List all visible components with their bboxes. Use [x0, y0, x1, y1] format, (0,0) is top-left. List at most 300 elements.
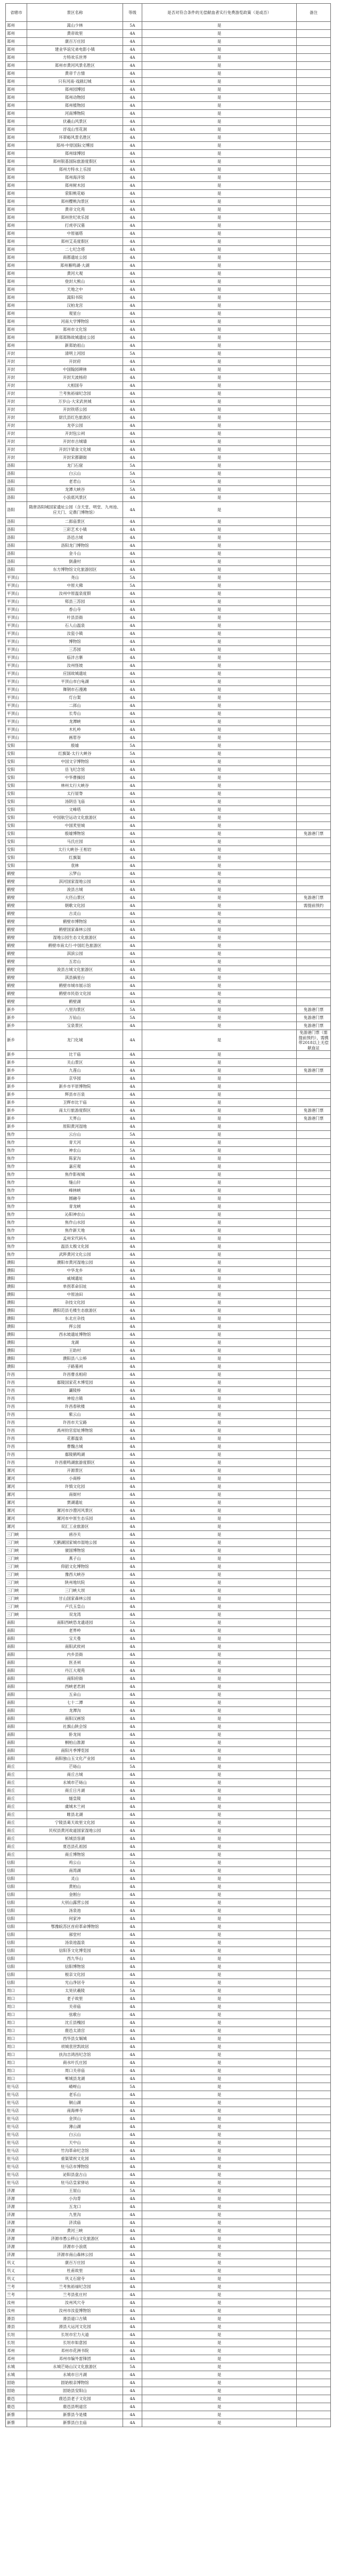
cell-city: 南阳: [6, 1699, 27, 1707]
cell-city: 郑州: [6, 246, 27, 254]
table-row: [6, 1859, 331, 1867]
cell-level: 4A: [123, 1451, 142, 1459]
cell-note: [297, 1211, 331, 1219]
cell-city: 驻马店: [6, 2091, 27, 2099]
cell-city: 济源: [6, 2195, 27, 2203]
cell-note: [297, 518, 331, 526]
cell-level: 4A: [123, 1819, 142, 1827]
table-row: [6, 1683, 331, 1691]
table-row: [6, 1219, 331, 1227]
cell-free-policy: 是: [142, 1931, 297, 1939]
cell-scenic-name: 河南大学博物馆: [27, 318, 123, 326]
cell-city: 南阳: [6, 1739, 27, 1747]
cell-level: 4A: [123, 1771, 142, 1779]
cell-scenic-name: 黄河三峡: [27, 2227, 123, 2235]
cell-city: 濮阳: [6, 1363, 27, 1371]
cell-city: 平顶山: [6, 662, 27, 670]
cell-city: 洛阳: [6, 550, 27, 558]
cell-level: 5A: [123, 1763, 142, 1771]
cell-free-policy: 是: [142, 686, 297, 694]
table-row: [6, 1211, 331, 1219]
table-row: [6, 1363, 331, 1371]
cell-free-policy: 是: [142, 158, 297, 166]
cell-free-policy: 是: [142, 206, 297, 214]
cell-note: [297, 2395, 331, 2403]
cell-city: 漯河: [6, 1507, 27, 1515]
cell-free-policy: 是: [142, 2163, 297, 2171]
cell-city: 信阳: [6, 1883, 27, 1891]
cell-level: 4A: [123, 1931, 142, 1939]
cell-free-policy: 是: [142, 854, 297, 862]
cell-note: [297, 1803, 331, 1811]
cell-city: 许昌: [6, 1443, 27, 1451]
table-row: [6, 1075, 331, 1083]
cell-note: [297, 870, 331, 878]
cell-note: [297, 1683, 331, 1691]
cell-city: 平顶山: [6, 726, 27, 734]
cell-level: 4A: [123, 254, 142, 262]
cell-city: 漯河: [6, 1499, 27, 1507]
table-row: [6, 1819, 331, 1827]
cell-level: 5A: [123, 2187, 142, 2195]
cell-note: [297, 926, 331, 934]
table-row: [6, 2155, 331, 2163]
cell-scenic-name: 双龙湾: [27, 1611, 123, 1619]
cell-level: 4A: [123, 270, 142, 278]
cell-level: 4A: [123, 838, 142, 846]
cell-city: 新乡: [6, 1099, 27, 1107]
cell-scenic-name: 黄帝文化苑: [27, 206, 123, 214]
cell-city: 平顶山: [6, 678, 27, 686]
document-page: [5, 3, 330, 2427]
cell-level: 4A: [123, 2219, 142, 2227]
cell-scenic-name: 商都遗址公园: [27, 254, 123, 262]
cell-scenic-name: 京华园: [27, 1075, 123, 1083]
cell-free-policy: 是: [142, 1363, 297, 1371]
cell-level: 4A: [123, 406, 142, 414]
cell-free-policy: 是: [142, 598, 297, 606]
cell-city: 信阳: [6, 1955, 27, 1963]
cell-scenic-name: 夏邑县孔祖园: [27, 1843, 123, 1851]
cell-scenic-name: 浚县古城: [27, 886, 123, 894]
cell-note: [297, 838, 331, 846]
cell-city: 济源: [6, 2235, 27, 2243]
cell-level: 4A: [123, 606, 142, 614]
cell-city: 濮阳: [6, 1315, 27, 1323]
cell-city: 鹤壁: [6, 902, 27, 910]
cell-scenic-name: 兰考县张庄村: [27, 2291, 123, 2299]
table-row: [6, 790, 331, 798]
cell-city: 焦作: [6, 1243, 27, 1251]
cell-scenic-name: 许昌鹿鸣湖旅游度假区: [27, 1459, 123, 1467]
table-row: [6, 1163, 331, 1171]
cell-note: [297, 2131, 331, 2139]
cell-scenic-name: 郑州园博园: [27, 86, 123, 94]
cell-city: 新乡: [6, 1083, 27, 1091]
cell-scenic-name: 南阳武侯祠: [27, 1643, 123, 1651]
table-row: [6, 766, 331, 774]
cell-level: 4A: [123, 1699, 142, 1707]
cell-level: 4A: [123, 358, 142, 366]
cell-free-policy: 是: [142, 30, 297, 38]
cell-note: [297, 1267, 331, 1275]
cell-level: 4A: [123, 1723, 142, 1731]
cell-level: 4A: [123, 158, 142, 166]
cell-free-policy: 是: [142, 1451, 297, 1459]
cell-city: 许昌: [6, 1387, 27, 1395]
cell-note: [297, 2179, 331, 2187]
cell-city: 新蔡: [6, 2419, 27, 2427]
cell-scenic-name: 黄河大观: [27, 270, 123, 278]
cell-scenic-name: 驻马店市博物馆: [27, 2163, 123, 2171]
cell-level: 4A: [123, 1307, 142, 1315]
cell-city: 南阳: [6, 1675, 27, 1683]
cell-free-policy: 是: [142, 726, 297, 734]
table-row: [6, 1723, 331, 1731]
cell-free-policy: 是: [142, 886, 297, 894]
cell-note: [297, 998, 331, 1006]
table-row: [6, 606, 331, 614]
cell-level: 4A: [123, 558, 142, 566]
cell-free-policy: 是: [142, 70, 297, 78]
cell-level: 5A: [123, 742, 142, 750]
table-row: [6, 502, 331, 518]
cell-note: [297, 1987, 331, 1995]
cell-note: [297, 2235, 331, 2243]
cell-city: 信阳: [6, 1859, 27, 1867]
cell-city: 洛阳: [6, 534, 27, 542]
cell-scenic-name: 河南博物院: [27, 110, 123, 118]
cell-note: [297, 1299, 331, 1307]
table-row: [6, 2187, 331, 2195]
table-row: [6, 1995, 331, 2003]
cell-free-policy: 是: [142, 902, 297, 910]
cell-level: 4A: [123, 1107, 142, 1115]
cell-city: 鹿邑: [6, 2395, 27, 2403]
cell-note: [297, 526, 331, 534]
cell-scenic-name: 峰林峡: [27, 1187, 123, 1195]
cell-free-policy: 是: [142, 1707, 297, 1715]
cell-note: [297, 2355, 331, 2363]
cell-free-policy: 是: [142, 1347, 297, 1355]
cell-city: 洛阳: [6, 486, 27, 494]
cell-note: [297, 414, 331, 422]
cell-city: 濮阳: [6, 1347, 27, 1355]
cell-note: [297, 1323, 331, 1331]
cell-note: [297, 1195, 331, 1203]
table-row: [6, 694, 331, 702]
cell-city: 郑州: [6, 262, 27, 270]
cell-free-policy: 是: [142, 2267, 297, 2275]
cell-city: 安阳: [6, 814, 27, 822]
cell-scenic-name: 龙门石窟: [27, 462, 123, 470]
cell-level: 4A: [123, 2315, 142, 2323]
table-row: [6, 990, 331, 998]
table-row: [6, 1022, 331, 1030]
cell-level: 4A: [123, 1243, 142, 1251]
cell-level: 4A: [123, 238, 142, 246]
cell-scenic-name: 只有河南·戏剧幻城: [27, 78, 123, 86]
table-row: [6, 1195, 331, 1203]
cell-free-policy: 是: [142, 1819, 297, 1827]
table-row: [6, 446, 331, 454]
cell-note: [297, 2139, 331, 2147]
cell-scenic-name: 淇滨公园: [27, 950, 123, 958]
table-row: [6, 582, 331, 590]
cell-level: 4A: [123, 2059, 142, 2067]
cell-note: [297, 1499, 331, 1507]
cell-free-policy: 是: [142, 1611, 297, 1619]
cell-scenic-name: 鹿邑县明道宫: [27, 2403, 123, 2411]
cell-scenic-name: 小沟背: [27, 2195, 123, 2203]
table-row: [6, 398, 331, 406]
cell-free-policy: 是: [142, 1699, 297, 1707]
cell-level: 4A: [123, 366, 142, 374]
cell-city: 平顶山: [6, 630, 27, 638]
cell-scenic-name: 医圣祠: [27, 1659, 123, 1667]
cell-level: 4A: [123, 2195, 142, 2203]
cell-free-policy: 是: [142, 1123, 297, 1131]
cell-city: 郑州: [6, 86, 27, 94]
table-row: [6, 262, 331, 270]
cell-scenic-name: 三苏园: [27, 646, 123, 654]
cell-note: [297, 670, 331, 678]
cell-city: 三门峡: [6, 1571, 27, 1579]
cell-city: 漯河: [6, 1515, 27, 1523]
cell-free-policy: 是: [142, 126, 297, 134]
cell-city: 焦作: [6, 1227, 27, 1235]
cell-note: [297, 782, 331, 790]
cell-free-policy: 是: [142, 1315, 297, 1323]
cell-free-policy: 是: [142, 350, 297, 358]
table-row: [6, 1843, 331, 1851]
cell-level: 4A: [123, 38, 142, 46]
table-row: [6, 1627, 331, 1635]
cell-note: [297, 598, 331, 606]
cell-note: [297, 1835, 331, 1843]
table-row: [6, 1795, 331, 1803]
cell-scenic-name: 驻马店皇家驿站: [27, 2179, 123, 2187]
cell-level: 4A: [123, 718, 142, 726]
cell-city: 洛阳: [6, 462, 27, 470]
cell-note: [297, 1531, 331, 1539]
cell-note: [297, 1395, 331, 1403]
cell-city: 周口: [6, 1987, 27, 1995]
cell-city: 南阳: [6, 1651, 27, 1659]
cell-free-policy: 是: [142, 22, 297, 30]
cell-note: [297, 22, 331, 30]
cell-scenic-name: 薄山湖: [27, 2123, 123, 2131]
cell-city: 郑州: [6, 150, 27, 158]
cell-city: 周口: [6, 2075, 27, 2083]
cell-city: 三门峡: [6, 1587, 27, 1595]
cell-free-policy: 是: [142, 2131, 297, 2139]
cell-city: 汝州: [6, 2299, 27, 2307]
cell-city: 长垣: [6, 2339, 27, 2347]
table-row: [6, 430, 331, 438]
cell-city: 郑州: [6, 190, 27, 198]
cell-free-policy: 是: [142, 830, 297, 838]
cell-free-policy: 是: [142, 1579, 297, 1587]
cell-city: 郑州: [6, 230, 27, 238]
cell-note: [297, 1875, 331, 1883]
cell-city: 开封: [6, 382, 27, 390]
cell-scenic-name: 社旗山陕会馆: [27, 1723, 123, 1731]
cell-note: [297, 166, 331, 174]
cell-scenic-name: 花都温泉: [27, 1435, 123, 1443]
cell-scenic-name: 岳飞纪念馆: [27, 766, 123, 774]
cell-note: [297, 662, 331, 670]
cell-note: [297, 2035, 331, 2043]
cell-level: 4A: [123, 150, 142, 158]
cell-level: 4A: [123, 1547, 142, 1555]
table-row: [6, 1755, 331, 1763]
cell-city: 开封: [6, 350, 27, 358]
cell-level: 4A: [123, 790, 142, 798]
table-row: [6, 894, 331, 902]
cell-note: [297, 950, 331, 958]
cell-note: [297, 2211, 331, 2219]
cell-city: 郑州: [6, 310, 27, 318]
cell-city: 平顶山: [6, 606, 27, 614]
cell-city: 滑县: [6, 2315, 27, 2323]
cell-free-policy: 是: [142, 2243, 297, 2251]
cell-level: 4A: [123, 1275, 142, 1283]
table-row: [6, 742, 331, 750]
cell-note: [297, 2371, 331, 2379]
table-row: [6, 1603, 331, 1611]
table-row: [6, 1899, 331, 1907]
cell-free-policy: 是: [142, 254, 297, 262]
cell-free-policy: 是: [142, 942, 297, 950]
cell-free-policy: 是: [142, 1651, 297, 1659]
table-row: [6, 1595, 331, 1603]
table-row: [6, 1171, 331, 1179]
cell-city: 周口: [6, 2019, 27, 2027]
cell-note: 免游港门票（需提前预约），需携带2018以上无偿献血证: [297, 1030, 331, 1051]
cell-scenic-name: 禹州钧官窑址博物馆: [27, 1427, 123, 1435]
cell-scenic-name: 大伾山景区: [27, 894, 123, 902]
cell-city: 安阳: [6, 854, 27, 862]
table-row: [6, 158, 331, 166]
cell-free-policy: 是: [142, 2003, 297, 2011]
cell-scenic-name: 卫辉市比干庙: [27, 1099, 123, 1107]
cell-note: [297, 1467, 331, 1475]
cell-level: 4A: [123, 86, 142, 94]
table-row: [6, 2307, 331, 2315]
cell-level: 4A: [123, 1203, 142, 1211]
cell-level: 4A: [123, 1403, 142, 1411]
cell-free-policy: 是: [142, 1091, 297, 1099]
cell-free-policy: 是: [142, 974, 297, 982]
cell-note: [297, 78, 331, 86]
cell-note: [297, 1523, 331, 1531]
cell-free-policy: 是: [142, 1659, 297, 1667]
cell-free-policy: 是: [142, 1739, 297, 1747]
cell-city: 洛阳: [6, 566, 27, 574]
table-row: [6, 638, 331, 646]
cell-note: [297, 1347, 331, 1355]
cell-level: 4A: [123, 1267, 142, 1275]
cell-free-policy: 是: [142, 2403, 297, 2411]
cell-scenic-name: 仰韶文化博物馆: [27, 1563, 123, 1571]
cell-note: [297, 1171, 331, 1179]
cell-note: [297, 182, 331, 190]
table-row: [6, 1387, 331, 1395]
cell-free-policy: 是: [142, 2251, 297, 2259]
cell-city: 驻马店: [6, 2115, 27, 2123]
header-city: 省辖市: [6, 4, 27, 22]
table-row: [6, 1715, 331, 1723]
cell-scenic-name: 柘城县容湖: [27, 1835, 123, 1843]
header-note: 备注: [297, 4, 331, 22]
cell-note: [297, 1331, 331, 1339]
cell-note: [297, 1619, 331, 1627]
cell-level: 4A: [123, 2043, 142, 2051]
cell-free-policy: 是: [142, 1139, 297, 1147]
cell-free-policy: 是: [142, 1195, 297, 1203]
header-level: 等级: [123, 4, 142, 22]
cell-city: 鹤壁: [6, 894, 27, 902]
cell-level: 4A: [123, 878, 142, 886]
table-row: [6, 2035, 331, 2043]
cell-note: [297, 1451, 331, 1459]
cell-city: 三门峡: [6, 1547, 27, 1555]
cell-city: 汝州: [6, 2307, 27, 2315]
cell-scenic-name: 五朵山: [27, 1691, 123, 1699]
table-row: [6, 1699, 331, 1707]
table-row: [6, 774, 331, 782]
cell-level: 4A: [123, 1971, 142, 1979]
cell-level: 4A: [123, 46, 142, 54]
cell-scenic-name: 青龙峡: [27, 1203, 123, 1211]
cell-free-policy: 是: [142, 1675, 297, 1683]
cell-note: [297, 46, 331, 54]
cell-free-policy: 是: [142, 1875, 297, 1883]
cell-note: [297, 2315, 331, 2323]
cell-level: 4A: [123, 1683, 142, 1691]
cell-level: 4A: [123, 2299, 142, 2307]
table-row: [6, 1006, 331, 1014]
cell-level: 4A: [123, 1531, 142, 1539]
cell-scenic-name: 南阳西峡恐龙遗迹园: [27, 1619, 123, 1627]
cell-level: 4A: [123, 2203, 142, 2211]
cell-free-policy: 是: [142, 1243, 297, 1251]
cell-city: 鹤壁: [6, 934, 27, 942]
cell-free-policy: 是: [142, 134, 297, 142]
cell-scenic-name: 太昊伏羲陵: [27, 1987, 123, 1995]
table-row: [6, 822, 331, 830]
cell-free-policy: 是: [142, 1515, 297, 1523]
cell-level: 4A: [123, 1875, 142, 1883]
cell-city: 信阳: [6, 1963, 27, 1971]
cell-level: 4A: [123, 2419, 142, 2427]
cell-level: 4A: [123, 1067, 142, 1075]
cell-free-policy: 是: [142, 358, 297, 366]
cell-note: [297, 446, 331, 454]
table-row: [6, 1315, 331, 1323]
cell-free-policy: 是: [142, 838, 297, 846]
table-row: [6, 1883, 331, 1891]
cell-scenic-name: 老子故里: [27, 1995, 123, 2003]
cell-note: [297, 486, 331, 494]
cell-note: [297, 110, 331, 118]
cell-scenic-name: 郑州市黄河风景名胜区: [27, 62, 123, 70]
cell-free-policy: 是: [142, 790, 297, 798]
table-row: [6, 630, 331, 638]
cell-scenic-name: 汝州风穴寺: [27, 2299, 123, 2307]
cell-city: 兰考: [6, 2291, 27, 2299]
